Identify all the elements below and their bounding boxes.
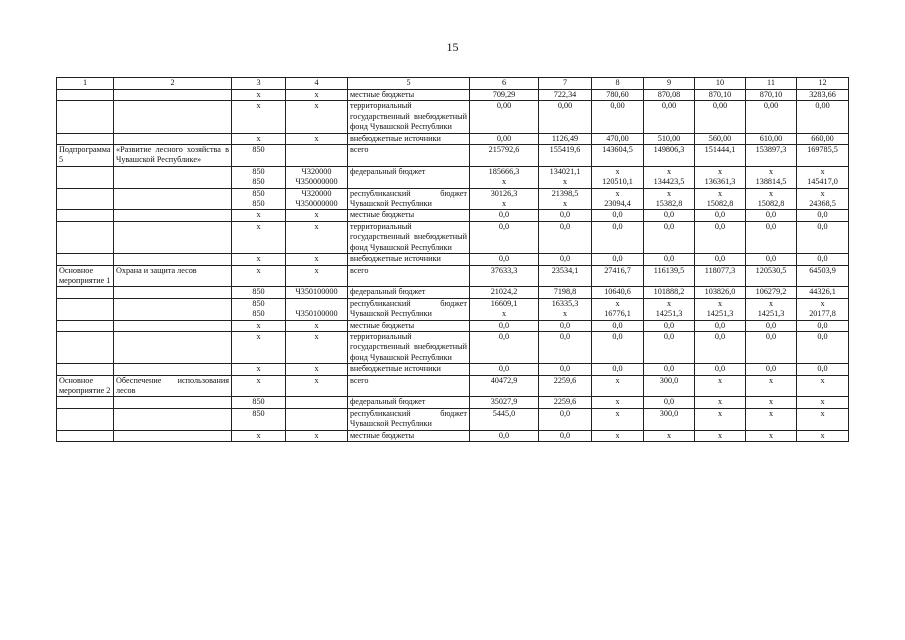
- value-cell: 10640,6: [592, 287, 644, 298]
- value-cell: 0,0: [695, 320, 746, 331]
- name-cell: [114, 166, 232, 188]
- admin-code-cell: 850: [232, 408, 286, 430]
- funding-source-cell: территориальный государственный внебюджетный фонд Чувашской Республики: [348, 101, 470, 133]
- admin-code-cell: 850 850: [232, 166, 286, 188]
- value-cell: 21024,2: [470, 287, 539, 298]
- value-cell: 0,00: [592, 101, 644, 133]
- value-cell: 0,00: [470, 101, 539, 133]
- table-row: [57, 430, 849, 441]
- table-row: [57, 408, 849, 430]
- value-cell: 40472,9: [470, 375, 539, 397]
- value-cell: х: [592, 408, 644, 430]
- table-row: [57, 298, 849, 320]
- value-cell: 106279,2: [746, 287, 797, 298]
- value-cell: 0,0: [746, 221, 797, 253]
- admin-code-cell: х: [232, 364, 286, 375]
- value-cell: 0,0: [539, 430, 592, 441]
- funding-source-cell: федеральный бюджет: [348, 166, 470, 188]
- value-cell: х: [746, 375, 797, 397]
- budget-table: [56, 77, 849, 442]
- budget-code-cell: х: [286, 210, 348, 221]
- value-cell: 0,0: [470, 331, 539, 363]
- value-cell: 0,0: [539, 331, 592, 363]
- value-cell: 215792,6: [470, 145, 539, 167]
- table-row: [57, 320, 849, 331]
- value-cell: 44326,1: [797, 287, 849, 298]
- value-cell: 0,0: [797, 331, 849, 363]
- budget-code-cell: [286, 397, 348, 408]
- column-header: 10: [695, 78, 746, 90]
- value-cell: х 23094,4: [592, 188, 644, 210]
- value-cell: х 15082,8: [695, 188, 746, 210]
- value-cell: 149806,3: [644, 145, 695, 167]
- table-row: [57, 265, 849, 287]
- value-cell: х 15382,8: [644, 188, 695, 210]
- budget-code-cell: х: [286, 320, 348, 331]
- column-header: 12: [797, 78, 849, 90]
- value-cell: 27416,7: [592, 265, 644, 287]
- value-cell: х 14251,3: [695, 298, 746, 320]
- value-cell: 134021,1 х: [539, 166, 592, 188]
- value-cell: 0,0: [644, 331, 695, 363]
- value-cell: 0,0: [746, 364, 797, 375]
- value-cell: 0,0: [746, 254, 797, 265]
- value-cell: 0,0: [644, 221, 695, 253]
- value-cell: 0,0: [539, 254, 592, 265]
- value-cell: х: [797, 375, 849, 397]
- value-cell: х 145417,0: [797, 166, 849, 188]
- funding-source-cell: местные бюджеты: [348, 430, 470, 441]
- funding-source-cell: внебюджетные источники: [348, 364, 470, 375]
- name-cell: Обеспечение использования лесов: [114, 375, 232, 397]
- value-cell: 7198,8: [539, 287, 592, 298]
- program-cell: [57, 408, 114, 430]
- value-cell: 0,00: [797, 101, 849, 133]
- value-cell: 0,0: [470, 320, 539, 331]
- program-cell: [57, 210, 114, 221]
- funding-source-cell: местные бюджеты: [348, 210, 470, 221]
- value-cell: х 14251,3: [746, 298, 797, 320]
- value-cell: х: [695, 408, 746, 430]
- admin-code-cell: х: [232, 133, 286, 144]
- value-cell: 0,0: [644, 397, 695, 408]
- value-cell: 0,0: [797, 320, 849, 331]
- value-cell: 0,0: [746, 320, 797, 331]
- value-cell: х: [746, 430, 797, 441]
- budget-code-cell: [286, 408, 348, 430]
- value-cell: х: [746, 408, 797, 430]
- name-cell: [114, 133, 232, 144]
- value-cell: 5445,0: [470, 408, 539, 430]
- value-cell: х 120510,1: [592, 166, 644, 188]
- table-row: [57, 254, 849, 265]
- admin-code-cell: х: [232, 101, 286, 133]
- value-cell: 0,0: [539, 408, 592, 430]
- name-cell: [114, 254, 232, 265]
- value-cell: х 134423,5: [644, 166, 695, 188]
- value-cell: 0,0: [592, 210, 644, 221]
- value-cell: 2259,6: [539, 375, 592, 397]
- value-cell: 0,0: [592, 320, 644, 331]
- funding-source-cell: всего: [348, 375, 470, 397]
- name-cell: «Развитие лесного хозяйства в Чувашской Республике»: [114, 145, 232, 167]
- value-cell: 0,0: [746, 210, 797, 221]
- admin-code-cell: 850 850: [232, 188, 286, 210]
- value-cell: 0,0: [592, 221, 644, 253]
- admin-code-cell: х: [232, 90, 286, 101]
- value-cell: 0,0: [539, 320, 592, 331]
- value-cell: 0,0: [746, 331, 797, 363]
- value-cell: 118077,3: [695, 265, 746, 287]
- value-cell: 120530,5: [746, 265, 797, 287]
- admin-code-cell: 850: [232, 397, 286, 408]
- value-cell: 0,0: [695, 254, 746, 265]
- value-cell: 0,0: [539, 364, 592, 375]
- name-cell: [114, 188, 232, 210]
- table-row: [57, 287, 849, 298]
- value-cell: 0,0: [592, 254, 644, 265]
- value-cell: 0,0: [644, 210, 695, 221]
- funding-source-cell: внебюджетные источники: [348, 133, 470, 144]
- value-cell: х: [695, 375, 746, 397]
- value-cell: 0,00: [695, 101, 746, 133]
- column-header: 5: [348, 78, 470, 90]
- value-cell: х 24368,5: [797, 188, 849, 210]
- name-cell: Охрана и защита лесов: [114, 265, 232, 287]
- name-cell: [114, 364, 232, 375]
- value-cell: х 138814,5: [746, 166, 797, 188]
- table-row: [57, 210, 849, 221]
- value-cell: 1126,49: [539, 133, 592, 144]
- value-cell: 660,00: [797, 133, 849, 144]
- funding-source-cell: республиканский бюджет Чувашской Республики: [348, 188, 470, 210]
- value-cell: 30126,3 х: [470, 188, 539, 210]
- budget-code-cell: Ч320000 Ч350000000: [286, 166, 348, 188]
- table-header-row: [57, 78, 849, 90]
- budget-code-cell: х: [286, 90, 348, 101]
- admin-code-cell: х: [232, 320, 286, 331]
- value-cell: 0,0: [470, 210, 539, 221]
- value-cell: 722,34: [539, 90, 592, 101]
- value-cell: 0,0: [592, 364, 644, 375]
- name-cell: [114, 90, 232, 101]
- value-cell: х 15082,8: [746, 188, 797, 210]
- budget-code-cell: х: [286, 265, 348, 287]
- budget-code-cell: Ч350100000: [286, 287, 348, 298]
- name-cell: [114, 320, 232, 331]
- budget-code-cell: Ч320000 Ч350000000: [286, 188, 348, 210]
- program-cell: Подпрограмма 5: [57, 145, 114, 167]
- value-cell: 16609,1 х: [470, 298, 539, 320]
- admin-code-cell: х: [232, 265, 286, 287]
- admin-code-cell: х: [232, 210, 286, 221]
- value-cell: 0,0: [470, 430, 539, 441]
- funding-source-cell: республиканский бюджет Чувашской Республики: [348, 298, 470, 320]
- value-cell: 0,00: [539, 101, 592, 133]
- name-cell: [114, 331, 232, 363]
- admin-code-cell: 850 850: [232, 298, 286, 320]
- value-cell: 169785,5: [797, 145, 849, 167]
- program-cell: Основное мероприятие 1: [57, 265, 114, 287]
- value-cell: 0,0: [470, 364, 539, 375]
- value-cell: 16335,3 х: [539, 298, 592, 320]
- value-cell: х: [695, 430, 746, 441]
- budget-code-cell: х: [286, 364, 348, 375]
- value-cell: 610,00: [746, 133, 797, 144]
- value-cell: 21398,5 х: [539, 188, 592, 210]
- program-cell: [57, 166, 114, 188]
- funding-source-cell: местные бюджеты: [348, 320, 470, 331]
- column-header: 7: [539, 78, 592, 90]
- value-cell: 143604,5: [592, 145, 644, 167]
- budget-code-cell: х: [286, 430, 348, 441]
- table-row: [57, 331, 849, 363]
- budget-code-cell: х: [286, 133, 348, 144]
- value-cell: 0,0: [695, 331, 746, 363]
- program-cell: [57, 101, 114, 133]
- value-cell: 0,0: [695, 210, 746, 221]
- value-cell: 0,0: [644, 364, 695, 375]
- table-row: [57, 397, 849, 408]
- program-cell: [57, 320, 114, 331]
- table-row: [57, 221, 849, 253]
- column-header: 8: [592, 78, 644, 90]
- value-cell: 0,0: [539, 221, 592, 253]
- value-cell: 3283,66: [797, 90, 849, 101]
- table-row: [57, 101, 849, 133]
- funding-source-cell: территориальный государственный внебюджетный фонд Чувашской Республики: [348, 331, 470, 363]
- funding-source-cell: всего: [348, 145, 470, 167]
- budget-code-cell: х: [286, 331, 348, 363]
- program-cell: [57, 188, 114, 210]
- program-cell: [57, 90, 114, 101]
- program-cell: [57, 287, 114, 298]
- funding-source-cell: территориальный государственный внебюджетный фонд Чувашской Республики: [348, 221, 470, 253]
- column-header: 3: [232, 78, 286, 90]
- program-cell: [57, 397, 114, 408]
- value-cell: 709,29: [470, 90, 539, 101]
- value-cell: 116139,5: [644, 265, 695, 287]
- value-cell: 0,0: [470, 254, 539, 265]
- value-cell: 0,0: [470, 221, 539, 253]
- value-cell: х: [797, 408, 849, 430]
- value-cell: 0,0: [797, 221, 849, 253]
- value-cell: 870,10: [695, 90, 746, 101]
- value-cell: 0,0: [592, 331, 644, 363]
- value-cell: 23534,1: [539, 265, 592, 287]
- value-cell: 155419,6: [539, 145, 592, 167]
- value-cell: 0,00: [746, 101, 797, 133]
- table-row: [57, 166, 849, 188]
- budget-code-cell: х: [286, 221, 348, 253]
- table-row: [57, 188, 849, 210]
- table-row: [57, 133, 849, 144]
- budget-code-cell: х: [286, 254, 348, 265]
- table-row: [57, 90, 849, 101]
- value-cell: 300,0: [644, 408, 695, 430]
- value-cell: 470,00: [592, 133, 644, 144]
- name-cell: [114, 210, 232, 221]
- value-cell: х 136361,3: [695, 166, 746, 188]
- budget-code-cell: х: [286, 375, 348, 397]
- funding-source-cell: местные бюджеты: [348, 90, 470, 101]
- value-cell: 0,0: [695, 364, 746, 375]
- admin-code-cell: х: [232, 331, 286, 363]
- value-cell: х: [797, 430, 849, 441]
- column-header: 2: [114, 78, 232, 90]
- value-cell: 64503,9: [797, 265, 849, 287]
- funding-source-cell: республиканский бюджет Чувашской Республики: [348, 408, 470, 430]
- value-cell: х: [592, 397, 644, 408]
- value-cell: 0,0: [797, 364, 849, 375]
- page-number: 15: [446, 40, 459, 54]
- funding-source-cell: внебюджетные источники: [348, 254, 470, 265]
- column-header: 6: [470, 78, 539, 90]
- value-cell: 35027,9: [470, 397, 539, 408]
- value-cell: 185666,3 х: [470, 166, 539, 188]
- budget-code-cell: Ч350100000: [286, 298, 348, 320]
- value-cell: 0,0: [644, 254, 695, 265]
- value-cell: 2259,6: [539, 397, 592, 408]
- value-cell: 0,0: [695, 221, 746, 253]
- value-cell: 0,0: [797, 210, 849, 221]
- value-cell: 560,00: [695, 133, 746, 144]
- funding-source-cell: всего: [348, 265, 470, 287]
- value-cell: х 20177,8: [797, 298, 849, 320]
- value-cell: 151444,1: [695, 145, 746, 167]
- value-cell: 870,08: [644, 90, 695, 101]
- value-cell: 0,0: [797, 254, 849, 265]
- value-cell: 103826,0: [695, 287, 746, 298]
- value-cell: 0,00: [644, 101, 695, 133]
- value-cell: 37633,3: [470, 265, 539, 287]
- value-cell: х: [797, 397, 849, 408]
- program-cell: [57, 221, 114, 253]
- value-cell: 510,00: [644, 133, 695, 144]
- value-cell: 0,0: [539, 210, 592, 221]
- column-header: 1: [57, 78, 114, 90]
- value-cell: х: [695, 397, 746, 408]
- value-cell: 0,00: [470, 133, 539, 144]
- value-cell: х: [644, 430, 695, 441]
- value-cell: 870,10: [746, 90, 797, 101]
- admin-code-cell: х: [232, 430, 286, 441]
- name-cell: [114, 408, 232, 430]
- admin-code-cell: 850: [232, 287, 286, 298]
- value-cell: 101888,2: [644, 287, 695, 298]
- value-cell: 780,60: [592, 90, 644, 101]
- name-cell: [114, 430, 232, 441]
- column-header: 11: [746, 78, 797, 90]
- budget-code-cell: х: [286, 101, 348, 133]
- admin-code-cell: х: [232, 254, 286, 265]
- program-cell: [57, 133, 114, 144]
- value-cell: х 14251,3: [644, 298, 695, 320]
- budget-code-cell: [286, 145, 348, 167]
- value-cell: х 16776,1: [592, 298, 644, 320]
- value-cell: х: [592, 375, 644, 397]
- program-cell: [57, 364, 114, 375]
- column-header: 4: [286, 78, 348, 90]
- program-cell: [57, 331, 114, 363]
- table-row: [57, 375, 849, 397]
- table-row: [57, 364, 849, 375]
- name-cell: [114, 397, 232, 408]
- table-row: [57, 145, 849, 167]
- program-cell: Основное мероприятие 2: [57, 375, 114, 397]
- funding-source-cell: федеральный бюджет: [348, 397, 470, 408]
- program-cell: [57, 298, 114, 320]
- admin-code-cell: х: [232, 375, 286, 397]
- value-cell: х: [592, 430, 644, 441]
- name-cell: [114, 298, 232, 320]
- program-cell: [57, 430, 114, 441]
- name-cell: [114, 101, 232, 133]
- name-cell: [114, 221, 232, 253]
- program-cell: [57, 254, 114, 265]
- value-cell: 300,0: [644, 375, 695, 397]
- value-cell: 0,0: [644, 320, 695, 331]
- value-cell: 153897,3: [746, 145, 797, 167]
- funding-source-cell: федеральный бюджет: [348, 287, 470, 298]
- name-cell: [114, 287, 232, 298]
- column-header: 9: [644, 78, 695, 90]
- value-cell: х: [746, 397, 797, 408]
- admin-code-cell: 850: [232, 145, 286, 167]
- admin-code-cell: х: [232, 221, 286, 253]
